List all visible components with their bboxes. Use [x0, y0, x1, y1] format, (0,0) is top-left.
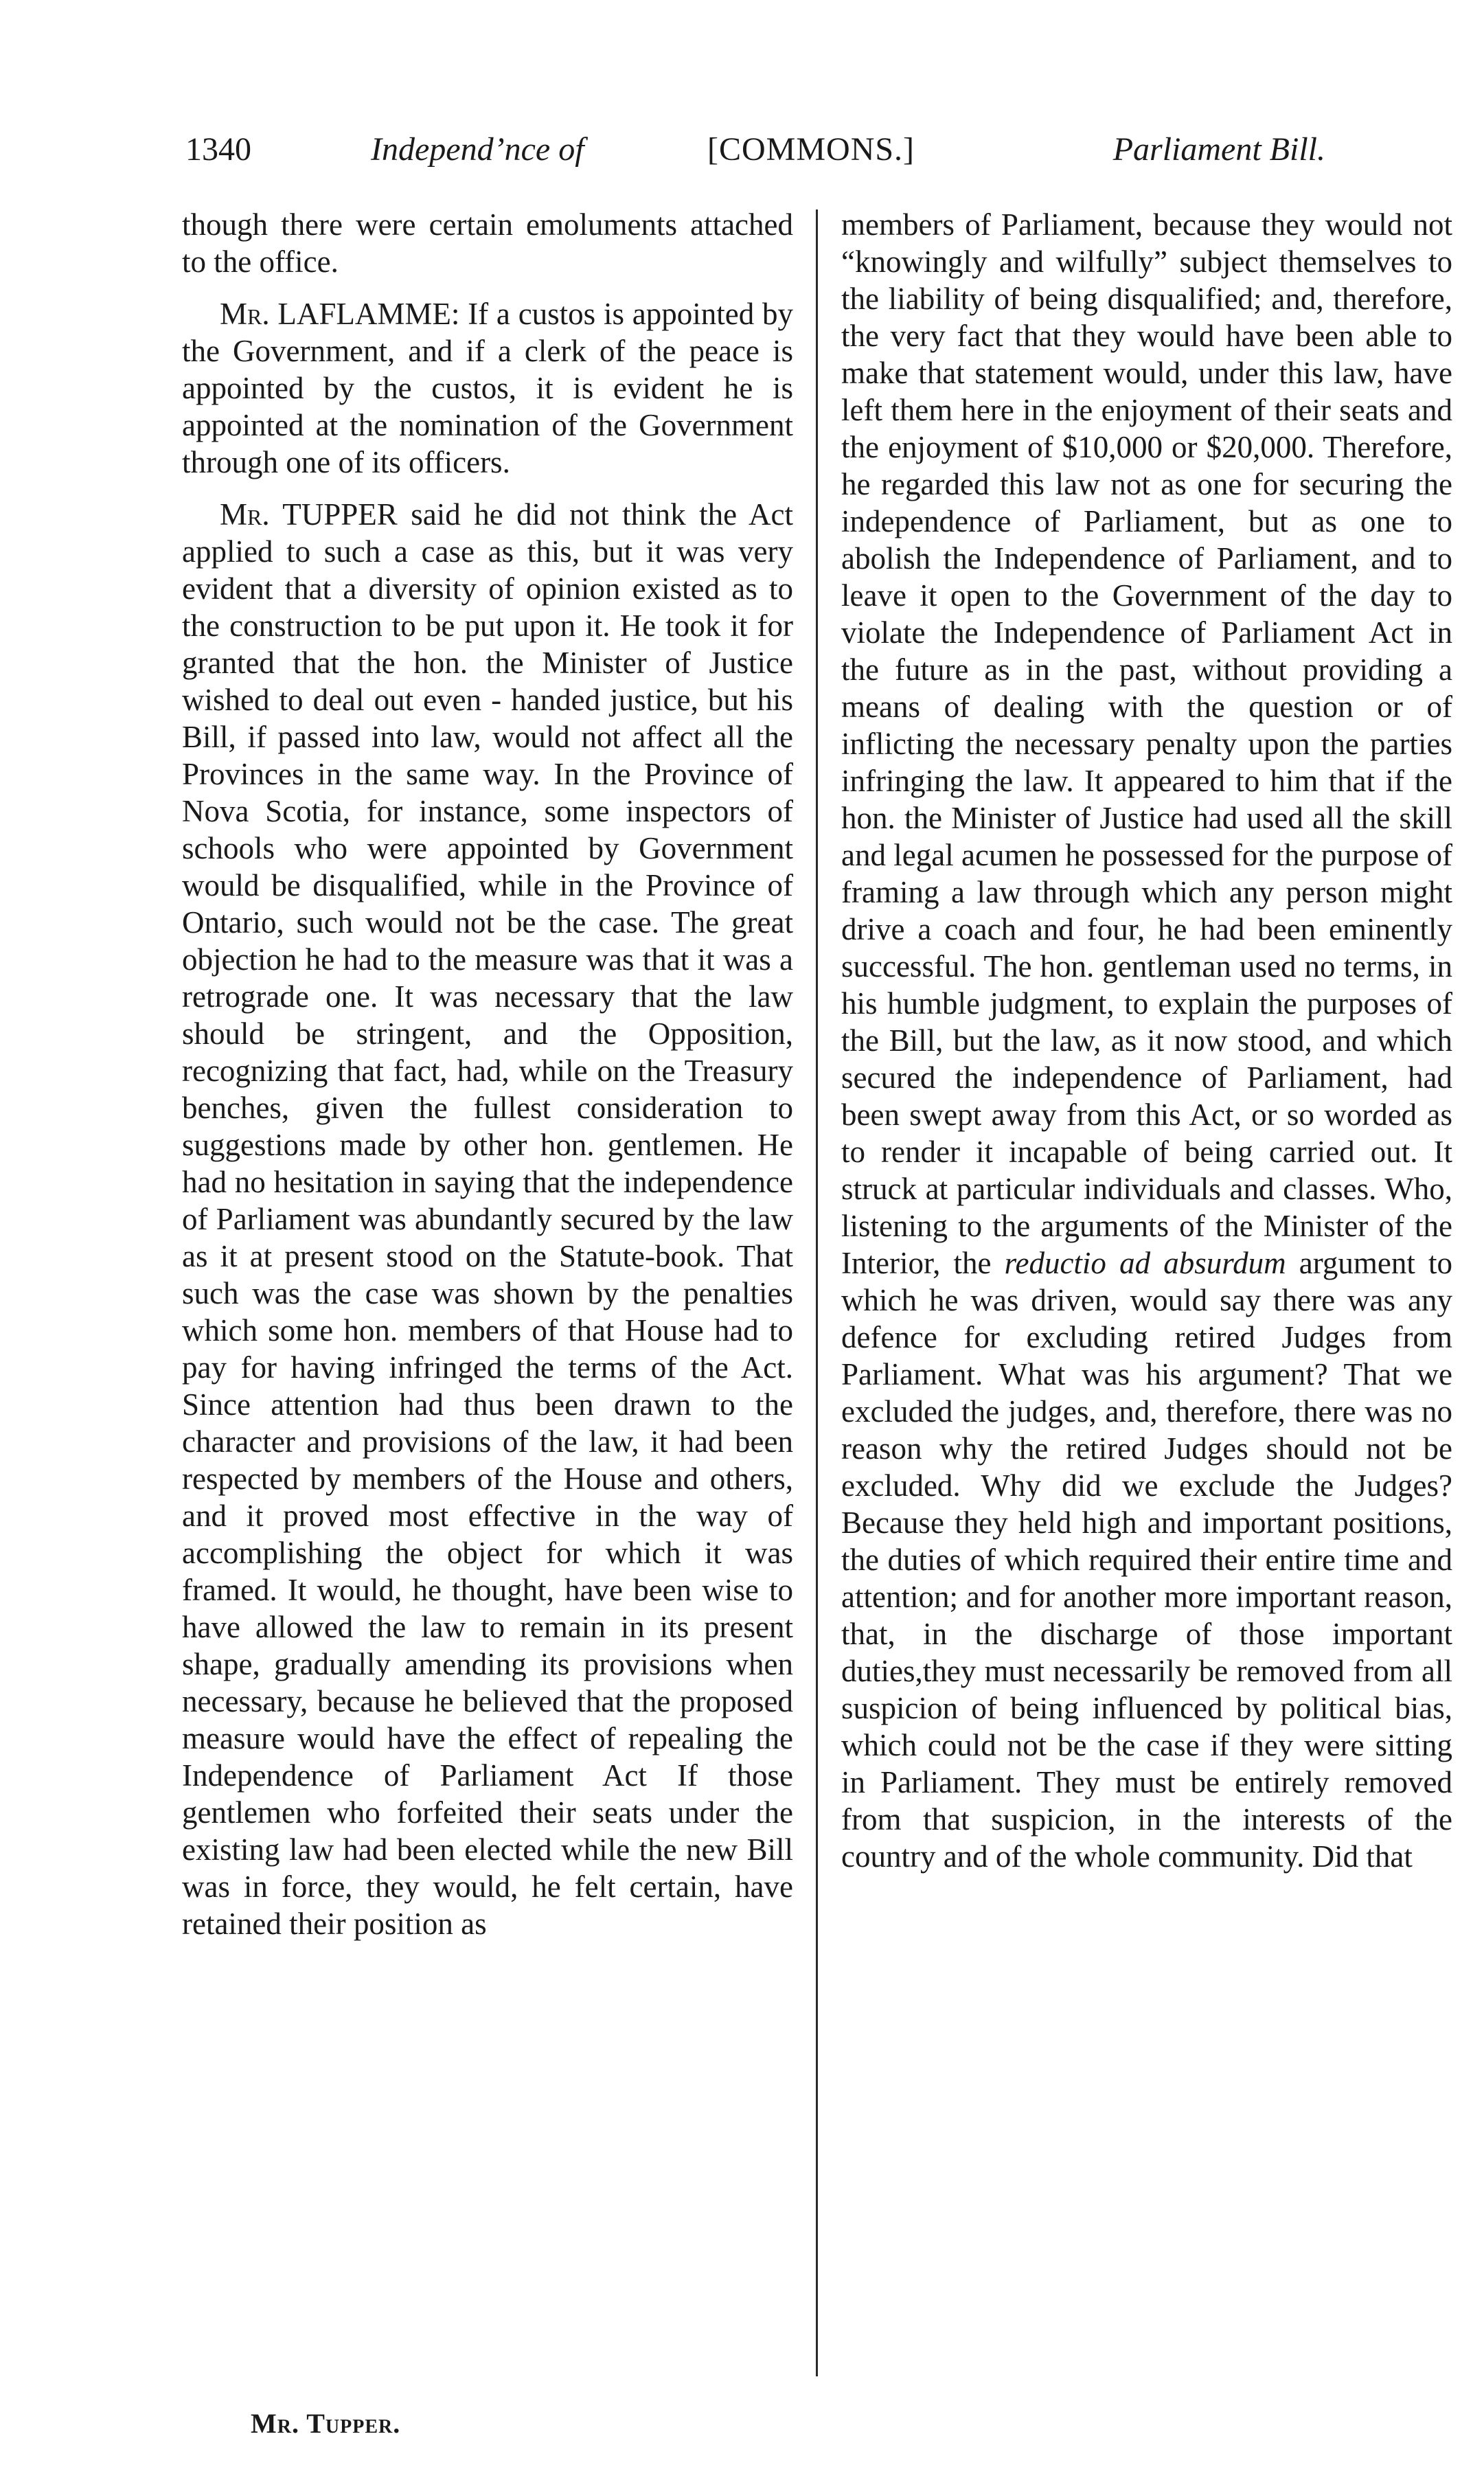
running-head-left: Independ’nce of	[371, 131, 584, 168]
running-head-right: Parliament Bill.	[1112, 131, 1325, 168]
speaker-name: Mr. TUPPER	[220, 497, 398, 532]
continuation-paragraph: though there were certain emoluments attached to the office.	[182, 207, 793, 279]
tupper-paragraph	[182, 496, 793, 1942]
speech-text: : If a custos is appointed by the Government, and if a clerk of the peace is appointed by the custos, it is evident he is appointed at the nomination of the Government through one of its officers.	[182, 297, 793, 479]
running-head-center: [COMMONS.]	[707, 131, 915, 168]
page-header	[185, 130, 1325, 185]
laflamme-paragraph	[182, 295, 793, 481]
catchword-footer: Mr. Tupper.	[251, 2408, 401, 2439]
latin-phrase: reductio ad absurdum	[1004, 1246, 1286, 1280]
right-column	[841, 206, 1452, 1875]
right-column-paragraph	[841, 206, 1452, 1875]
speech-text: said he did not think the Act applied to such a case as this, but it was very evident that a diversity of opinion existed as to the construction to be put upon it. He took it for granted that the hon. the Minister of Justice wished to deal out even - handed justice, but his Bill, if passed into law, would not affect all the Provinces in the same way. In the Province of Nova Scotia, for instance, some inspectors of schools who were appointed by Government would be disqualified, while in the Province of Ontario, such would not be the case. The great objection he had to the measure was that it was a retrograde one. It was necessary that the law should be stringent, and the Opposition, recognizing that fact, had, while on the Treasury benches, given the fullest consideration to suggestions made by other hon. gentlemen. He had no hesitation in saying that the independence of Parliament was abundantly secured by the law as it at present stood on the Statute-book. That such was the case was shown by the penalties which some hon. members of that House had to pay for having infringed the terms of the Act. Since attention had thus been drawn to the character and provisions of the law, it had been respected by members of the House and others, and it proved most effective in the way of accomplishing the object for which it was framed. It would, he thought, have been wise to have allowed the law to remain in its present shape, gradually amending its provisions when necessary, because he believed that the proposed measure would have the effect of repealing the Independence of Parliament Act If those gentlemen who forfeited their seats under the existing law had been elected while the new Bill was in force, they would, he felt certain, have retained their position as	[182, 497, 794, 1941]
column-divider	[816, 209, 818, 2376]
speaker-name: Mr. LAFLAMME	[220, 297, 451, 331]
speech-text: members of Parliament, because they would not “knowingly and wilfully” subject themselves to the liability of being disqualified; and, therefore, the very fact that they would have been able to make that statement would, under this law, have left them here in the enjoyment of their seats and the enjoyment of $10,000 or $20,000. Therefore, he regarded this law not as one for securing the independence of Parliament, but as one to abolish the Independence of Parliament, and to leave it open to the Government of the day to violate the Independence of Parliament Act in the future as in the past, without providing a means of dealing with the question or of inflicting the necessary penalty upon the parties infringing the law. It appeared to him that if the hon. the Minister of Justice had used all the skill and legal acumen he possessed for the purpose of framing a law through which any person might drive a coach and four, he had been eminently successful. The hon. gentleman used no terms, in his humble judgment, to explain the purposes of the Bill, but the law, as it now stood, and which secured the independence of Parliament, had been swept away from this Act, or so worded as to render it incapable of being carried out. It struck at particular individuals and classes. Who, listening to the arguments of the Minister of the Interior, the	[841, 207, 1452, 1280]
left-column	[182, 206, 793, 1942]
page-number: 1340	[185, 131, 251, 168]
speech-text: argument to which he was driven, would say there was any defence for excluding retired Judges from Parliament. What was his argument? That we excluded the judges, and, therefore, there was no reason why the retired Judges should not be excluded. Why did we exclude the Judges? Because they held high and important positions, the duties of which required their entire time and attention; and for another more important reason, that, in the discharge of those important duties,they must necessarily be removed from all suspicion of being influenced by political bias, which could not be the case if they were sitting in Parliament. They must be entirely removed from that suspicion, in the interests of the country and of the whole community. Did that	[841, 1246, 1452, 1874]
